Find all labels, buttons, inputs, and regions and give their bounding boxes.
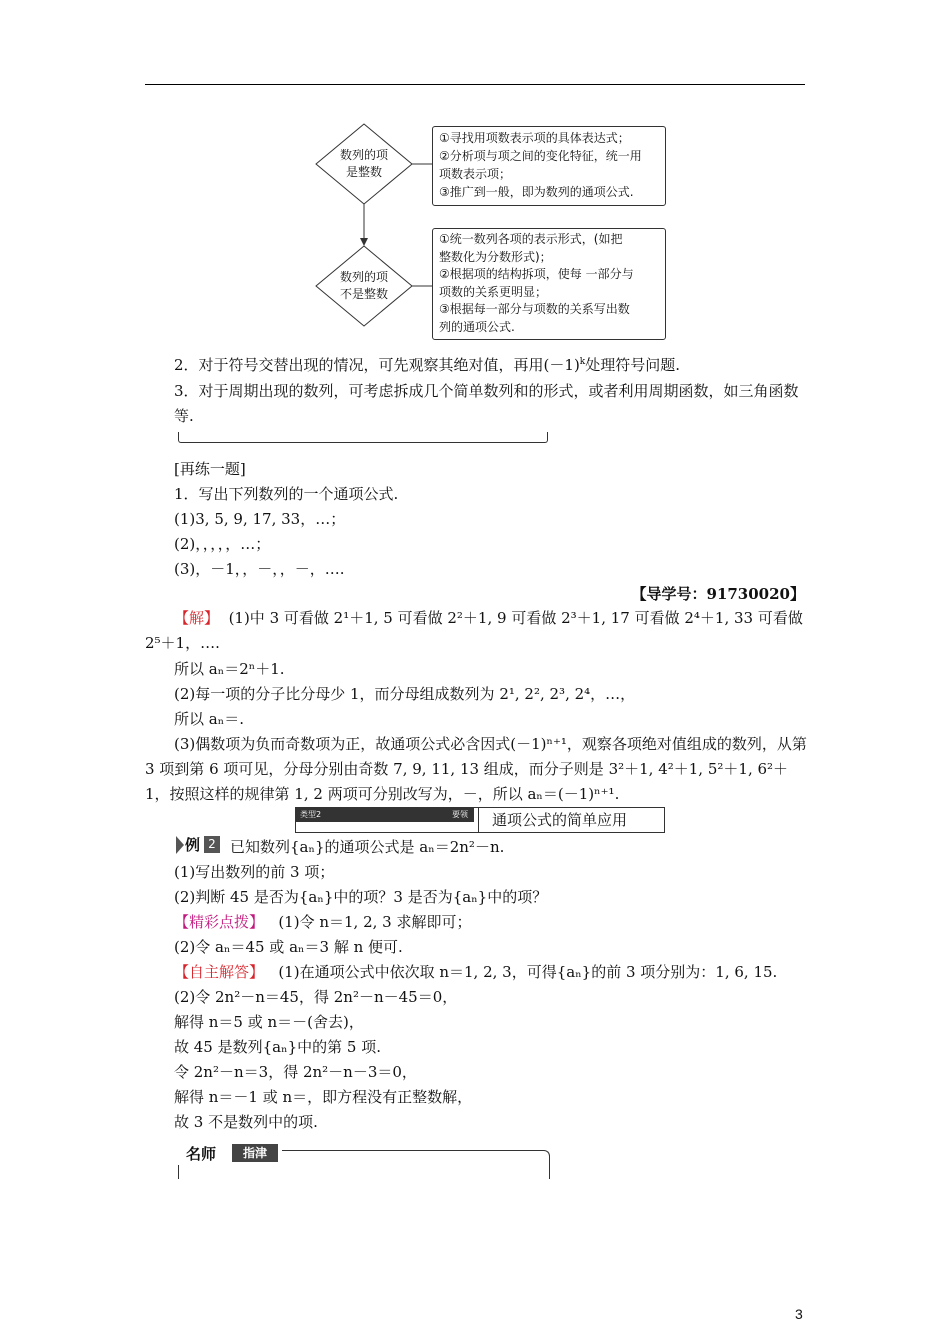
header-rule — [145, 84, 805, 85]
flowchart-box-non-integer — [432, 228, 666, 340]
hint-line-2: (2)令 aₙ＝45 或 aₙ＝3 解 n 便可. — [174, 938, 403, 956]
banner-separator — [478, 808, 479, 832]
example-badge-label: 例 — [185, 836, 201, 854]
example-q2: (2)判断 45 是否为{aₙ}中的项？3 是否为{aₙ}中的项？ — [174, 888, 548, 906]
example-badge — [176, 836, 220, 854]
box2-line: 项数的关系更明显； — [439, 284, 548, 299]
note-3: 3．对于周期出现的数列，可考虑拆成几个简单数列和的形式，或者利用周期函数，如三角函数等. — [174, 382, 799, 425]
solution-p5: (3)偶数项为负而奇数项为正，故通项公式必含因式(－1)ⁿ⁺¹，观察各项绝对值组成的数列，从第 3 项到第 6 项可见，分母分别由奇数 7, 9, 11, 13 组成，而分子则是 3²＋1, 4²＋1, 5²＋1, 6²＋1，按照这样的规律第 1, 2 两项可分别改写为，－，所以 aₙ＝(－1)ⁿ⁺¹. — [145, 735, 807, 803]
answer-line-6: 解得 n＝－1 或 n＝，即方程没有正整数解， — [174, 1088, 473, 1106]
solution-p4: 所以 aₙ＝. — [174, 710, 244, 728]
answer-line-1: 【自主解答】 (1)在通项公式中依次取 n＝1, 2, 3，可得{aₙ}的前 3 项分别为：1, 6, 15. — [174, 963, 778, 981]
topic-banner — [295, 807, 665, 833]
box2-line: 整数化为分数形式)； — [439, 249, 552, 264]
practice-sub-2: (2)，，，，，…； — [174, 535, 271, 553]
answer-line-2: (2)令 2n²－n＝45，得 2n²－n－45＝0， — [174, 988, 458, 1006]
banner-title: 通项公式的简单应用 — [492, 811, 628, 829]
example-badge-number: 2 — [204, 836, 220, 853]
practice-heading: [再练一题] — [174, 460, 246, 478]
box1-line: 项数表示项； — [439, 167, 512, 181]
answer-line-3: 解得 n＝5 或 n＝－(舍去)， — [174, 1013, 364, 1031]
practice-sub-3: (3)，－1，，－，，－，…. — [174, 560, 345, 578]
banner-tag-strip: 类型2 要领 — [296, 808, 474, 822]
diamond2-label: 数列的项 不是整数 — [339, 270, 388, 301]
flowchart-box-integer — [432, 126, 666, 206]
answer-line-5: 令 2n²－n＝3，得 2n²－n－3＝0， — [174, 1063, 417, 1081]
hint-line-1: 【精彩点拨】 (1)令 n＝1, 2, 3 求解即可； — [174, 913, 472, 931]
answer-line-7: 故 3 不是数列中的项. — [174, 1113, 318, 1131]
section-divider — [178, 432, 548, 443]
box2-line: ①统一数列各项的表示形式，(如把 — [439, 232, 623, 246]
solution-p1: 【解】 (1)中 3 可看做 2¹＋1, 5 可看做 2²＋1, 9 可看做 2³＋1, 17 可看做 2⁴＋1, 33 可看做 2⁵＋1，…. — [145, 609, 803, 652]
teacher-guide-box — [178, 1145, 550, 1179]
solution-p2: 所以 aₙ＝2ⁿ＋1. — [174, 660, 285, 678]
guide-number: 【导学号：91730020】 — [631, 585, 805, 603]
solution-p3: (2)每一项的分子比分母少 1，而分母组成数列为 2¹, 2², 2³, 2⁴，…， — [174, 685, 636, 703]
box2-line: 列的通项公式. — [439, 319, 515, 334]
example-q1: (1)写出数列的前 3 项； — [174, 863, 335, 881]
box1-line: ①寻找用项数表示项的具体表达式； — [439, 131, 630, 145]
box2-line: ③根据每一部分与项数的关系写出数 — [439, 302, 630, 316]
practice-sub-1: (1)3, 5, 9, 17, 33，…； — [174, 510, 346, 528]
diamond1-label: 数列的项 是整数 — [339, 148, 388, 179]
page-number: 3 — [795, 1306, 803, 1322]
arrow-head — [360, 238, 368, 246]
example-badge-arrow — [176, 836, 184, 854]
practice-question: 1．写出下列数列的一个通项公式. — [174, 485, 399, 503]
example-stem: 已知数列{aₙ}的通项公式是 aₙ＝2n²－n. — [230, 838, 505, 856]
box2-line: ②根据项的结构拆项，使每 一部分与 — [439, 267, 634, 281]
box1-line: ②分析项与项之间的变化特征，统一用 — [439, 149, 642, 163]
box1-line: ③推广到一般，即为数列的通项公式. — [439, 185, 634, 199]
teacher-guide-tab: 名师 指津 — [178, 1143, 282, 1165]
note-2: 2．对于符号交替出现的情况，可先观察其绝对值，再用$(-1)^k$处理符号问题. — [174, 356, 681, 374]
answer-line-4: 故 45 是数列{aₙ}中的第 5 项. — [174, 1038, 381, 1056]
